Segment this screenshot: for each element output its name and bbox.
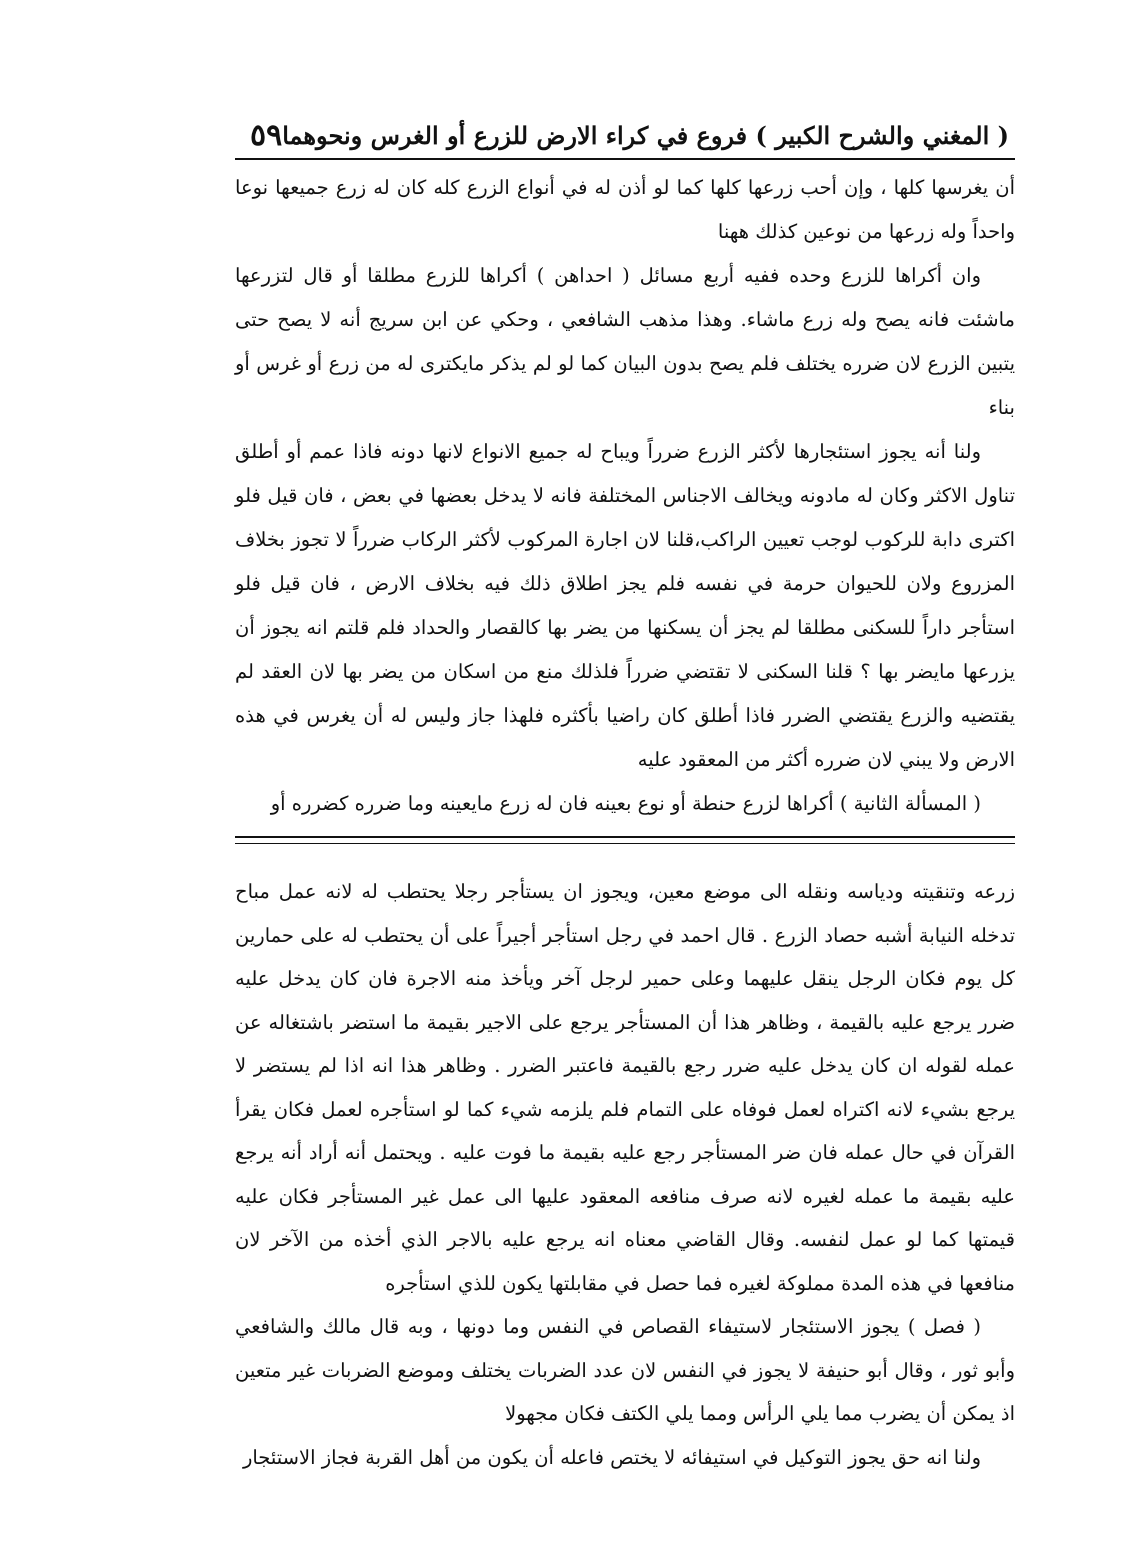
paragraph: ولنا أنه يجوز استئجارها لأكثر الزرع ضرراً ويباح له جميع الانواع لانها دونه فاذا عمم أو أطلق تناول الاكثر وكان له مادونه ويخالف الاجناس المختلفة فانه لا يدخل بعضها في بعض ، فان قيل فلو اكترى دابة للركوب لوجب تعيين الراكب،قلنا لان اجارة المركوب لأكثر الركاب ضرراً لا تجوز بخلاف المزروع ولان للحيوان حرمة في نفسه فلم يجز اطلاق ذلك فيه بخلاف الارض ، فان قيل فلو استأجر داراً للسكنى مطلقا لم يجز أن يسكنها من يضر بها كالقصار والحداد فلم قلتم انه يجوز أن يزرعها مايضر بها ؟ قلنا السكنى لا تقتضي ضرراً فلذلك منع من اسكان من يضر بها لان العقد لم يقتضيه والزرع يقتضي الضرر فاذا أطلق كان راضيا بأكثره فلهذا جاز وليس له أن يغرس في هذه الارض ولا يبني لان ضرره أكثر من المعقود عليه (235, 440, 1015, 771)
paragraph: وان أكراها للزرع وحده ففيه أربع مسائل ( احداهن ) أكراها للزرع مطلقا أو قال لتزرعها ماشئت فانه يصح وله زرع ماشاء. وهذا مذهب الشافعي ، وحكي عن ابن سريج أنه لا يصح حتى يتبين الزرع لان ضرره يختلف فلم يصح بدون البيان كما لو لم يذكر مايكترى له من زرع أو غرس أو بناء (235, 264, 1015, 419)
book-page (235, 112, 1015, 1532)
section-divider (235, 836, 1015, 844)
paragraph: ( المسألة الثانية ) أكراها لزرع حنطة أو نوع بعينه فان له زرع مايعينه وما ضرره كضرره أو (270, 792, 981, 815)
page-header (235, 112, 1015, 160)
main-text (235, 166, 1015, 826)
page-number: ٥٩ (249, 117, 283, 153)
running-title: ( المغني والشرح الكبير ) فروع في كراء الارض للزرع أو الغرس ونحوهما (282, 120, 1009, 150)
paragraph: ولنا انه حق يجوز التوكيل في استيفائه لا يختص فاعله أن يكون من أهل القربة فجاز الاستئجار (242, 1445, 981, 1469)
paragraph: ( فصل ) يجوز الاستئجار لاستيفاء القصاص في النفس وما دونها ، وبه قال مالك والشافعي وأبو ثور ، وقال أبو حنيفة لا يجوز في النفس لان عدد الضربات يختلف وموضع الضربات غير متعين اذ يمكن أن يضرب مما يلي الرأس ومما يلي الكتف فكان مجهولا (235, 1315, 1015, 1425)
paragraph: أن يغرسها كلها ، وإن أحب زرعها كلها كما لو أذن له في أنواع الزرع كله كان له زرع جميعها نوعا واحداً وله زرعها من نوعين كذلك ههنا (235, 176, 1015, 243)
commentary-text (235, 870, 1015, 1479)
paragraph: زرعه وتنقيته ودياسه ونقله الى موضع معين، ويجوز ان يستأجر رجلا يحتطب له لانه عمل مباح تدخله النيابة أشبه حصاد الزرع . قال احمد في رجل استأجر أجيراً على أن يحتطب له على حمارين كل يوم فكان الرجل ينقل عليهما وعلى حمير لرجل آخر ويأخذ منه الاجرة فان كان يدخل عليه ضرر يرجع عليه بالقيمة ، وظاهر هذا أن المستأجر يرجع على الاجير بقيمة ما استضر باشتغاله عن عمله لقوله ان كان يدخل عليه ضرر رجع بالقيمة فاعتبر الضرر . وظاهر هذا انه اذا لم يستضر لا يرجع بشيء لانه اكتراه لعمل فوفاه على التمام فلم يلزمه شيء كما لو استأجره لعمل فكان يقرأ القرآن في حال عمله فان ضر المستأجر رجع عليه بقيمة ما فوت عليه . ويحتمل أنه أراد أنه يرجع عليه بقيمة ما عمله لغيره لانه صرف منافعه المعقود عليها الى عمل غير المستأجر فكان عليه قيمتها كما لو عمل لنفسه. وقال القاضي معناه انه يرجع عليه بالاجر الذي أخذه من الآخر لان منافعها في هذه المدة مملوكة لغيره فما حصل في مقابلتها يكون للذي استأجره (235, 880, 1015, 1295)
